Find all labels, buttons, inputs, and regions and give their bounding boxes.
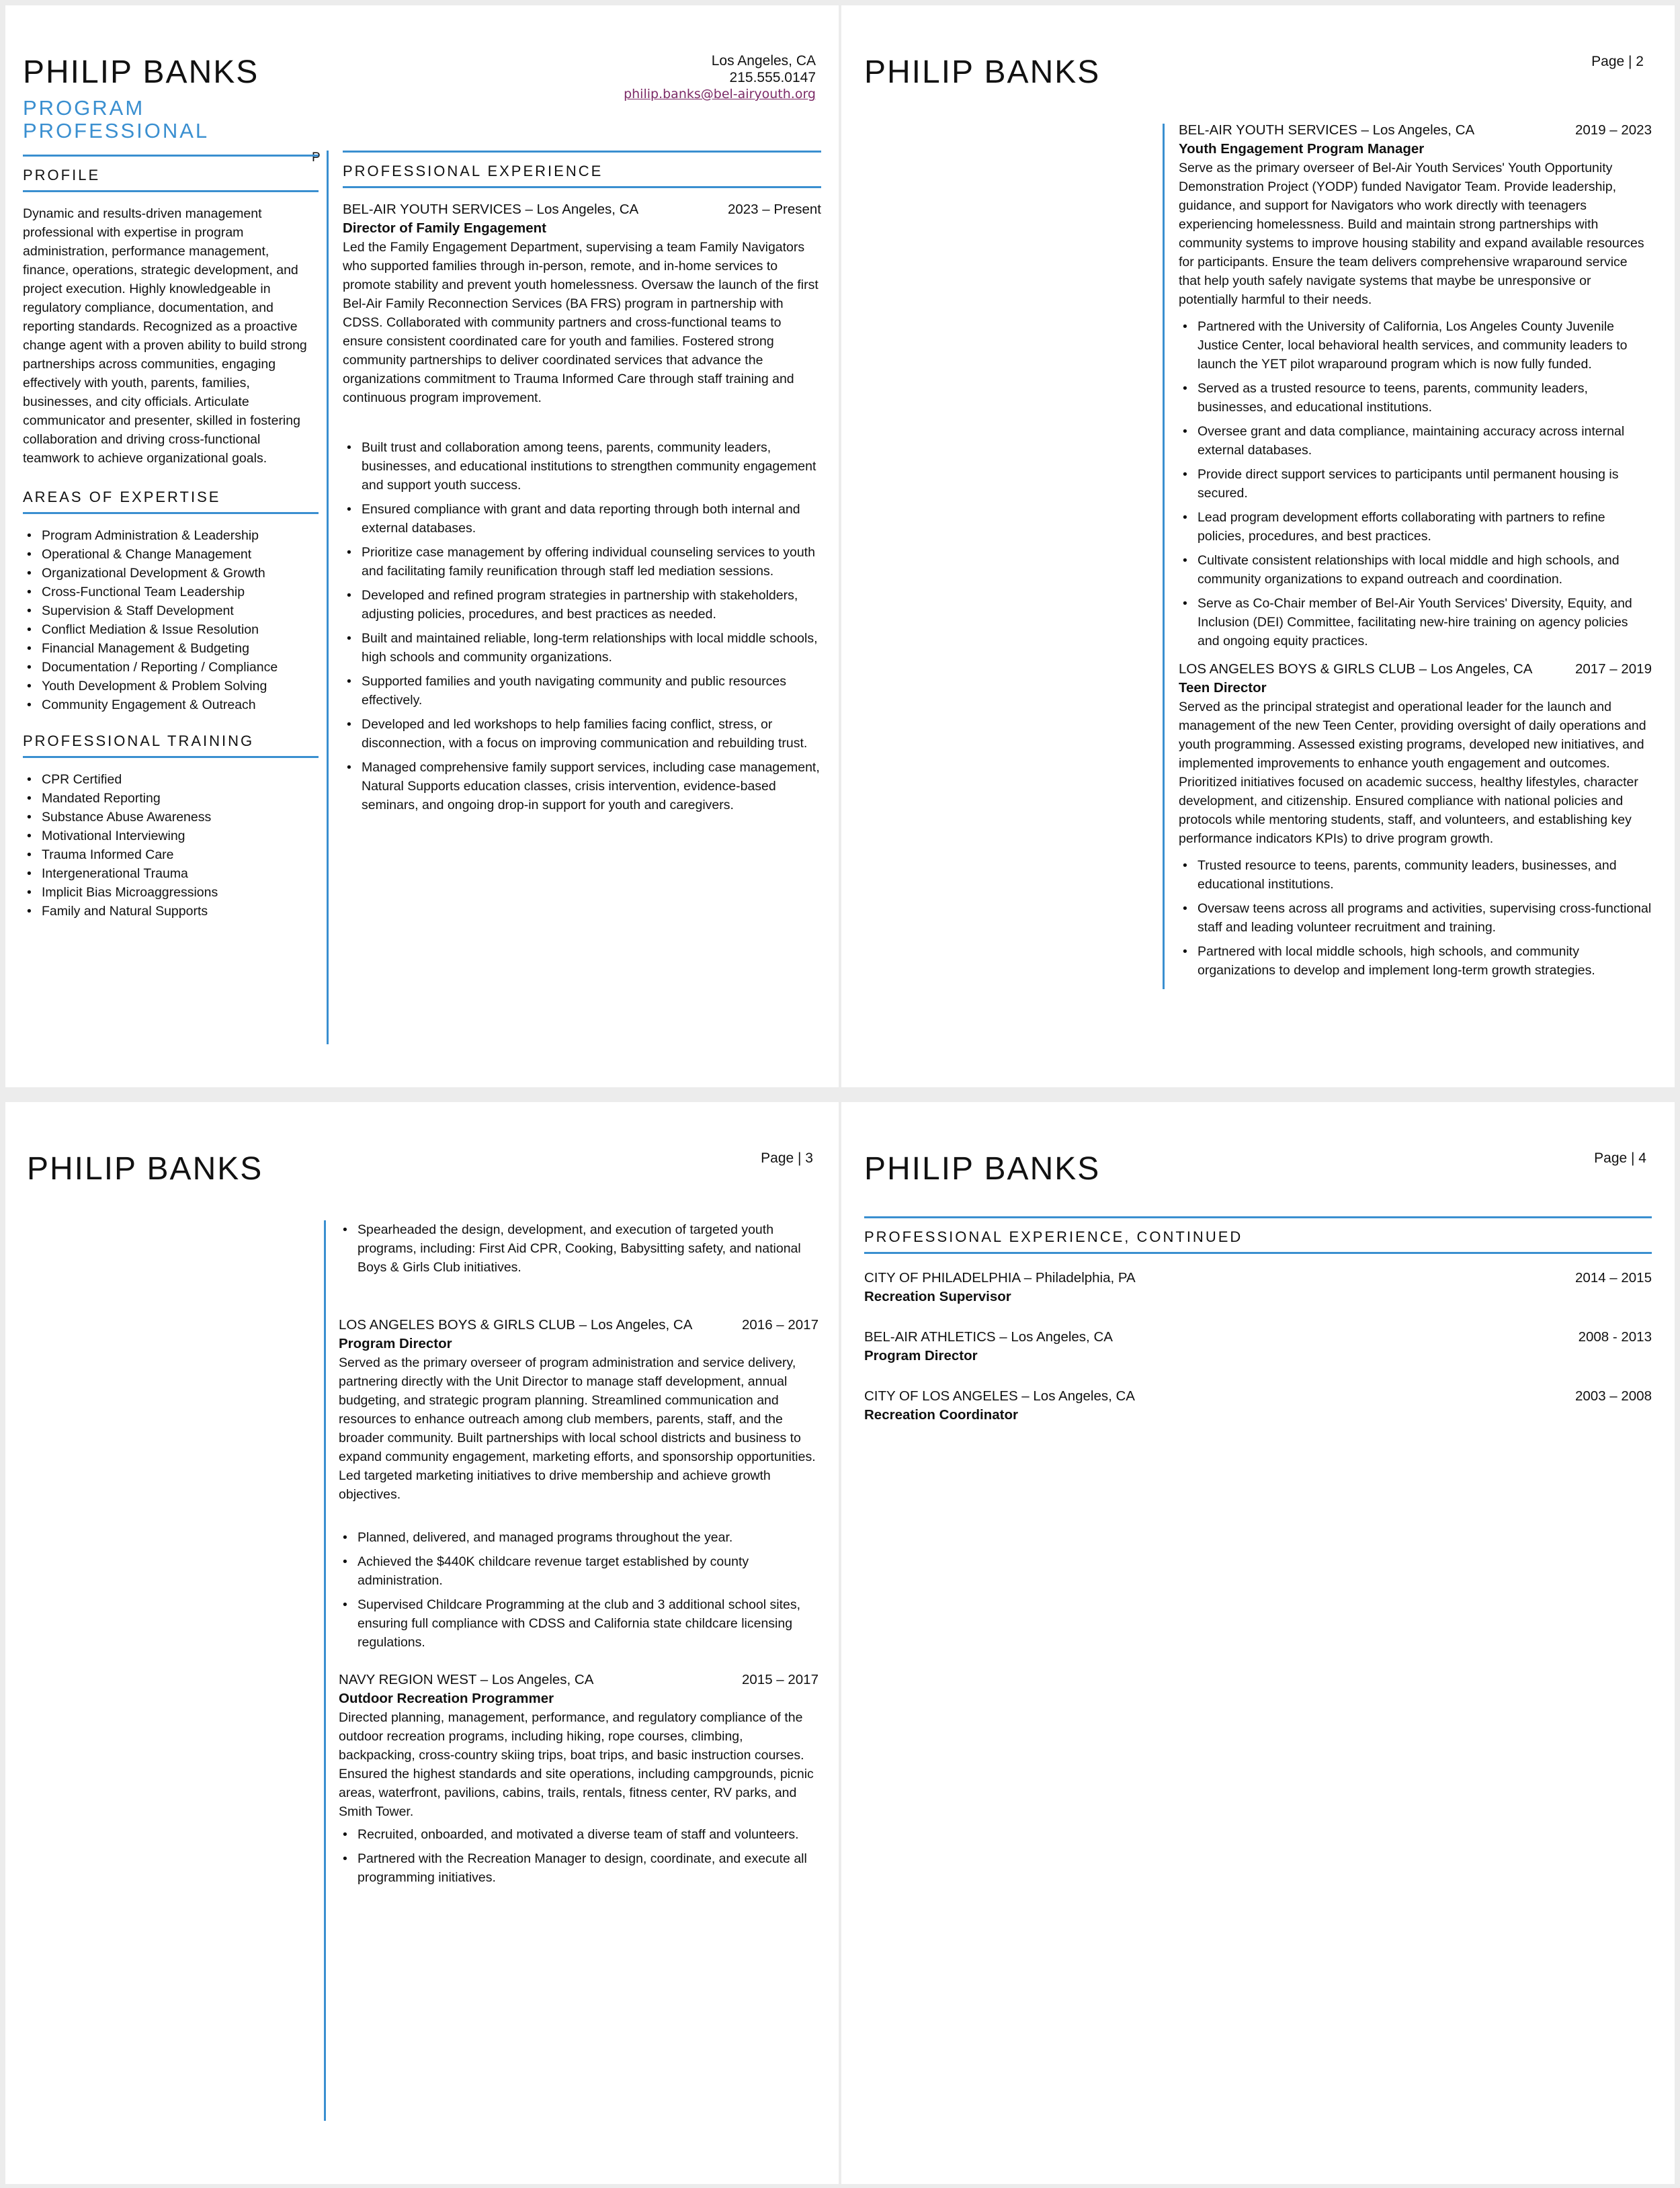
job-header <box>343 200 821 219</box>
job-header <box>1179 121 1652 140</box>
bullet-item: • Spearheaded the design, development, and execution of targeted youth programs, including: First Aid CPR, Cooking, Babysitting safety, and national Boys & Girls Club initiatives. <box>339 1220 818 1277</box>
bullet-item: • Oversaw teens across all programs and activities, supervising cross-functional staff and leading volunteer recruitment and training. <box>1179 899 1652 937</box>
contact-phone: 215.555.0147 <box>729 70 816 85</box>
training-item: • Trauma Informed Care <box>23 845 319 864</box>
job-org: BEL-AIR YOUTH SERVICES – Los Angeles, CA <box>1179 122 1475 138</box>
job-title: Program Director <box>864 1348 978 1363</box>
bullet-item: • Partnered with the Recreation Manager to design, coordinate, and execute all programming initiatives. <box>339 1849 818 1887</box>
training-item: • Intergenerational Trauma <box>23 864 319 883</box>
page-number: Page | 4 <box>1594 1150 1646 1166</box>
job-bullets <box>1179 317 1652 650</box>
job-org: NAVY REGION WEST – Los Angeles, CA <box>339 1672 594 1687</box>
training-item: • Motivational Interviewing <box>23 827 319 845</box>
bullet-item: • Developed and led workshops to help families facing conflict, stress, or disconnection, with a focus on improving communication and rebuilding trust. <box>343 715 821 753</box>
bullet-item: • Developed and refined program strategies in partnership with stakeholders, adjusting policies, procedures, and best practices as needed. <box>343 586 821 624</box>
job-org: BEL-AIR ATHLETICS – Los Angeles, CA <box>864 1329 1113 1345</box>
bullet-item: • Partnered with the University of California, Los Angeles County Juvenile Justice Center, local behavioral health services, and community leaders to launch the YET pilot wraparound program which is now fully funded. <box>1179 317 1652 374</box>
contact-city: Los Angeles, CA <box>711 53 816 69</box>
job-bullets <box>339 1220 818 1277</box>
experience-column <box>1179 121 1652 985</box>
subtitle <box>23 97 209 142</box>
column-divider <box>324 1220 326 2121</box>
expertise-item: • Program Administration & Leadership <box>23 526 319 545</box>
job-org: LOS ANGELES BOYS & GIRLS CLUB – Los Angeles, CA <box>1179 661 1533 677</box>
bullet-item: • Cultivate consistent relationships with local middle and high schools, and community organizations to expand outreach and coordination. <box>1179 551 1652 589</box>
training-item: • CPR Certified <box>23 770 319 789</box>
job-description: Served as the primary overseer of program administration and service delivery, partnering directly with the Unit Director to manage staff development, annual budgeting, and strategic program planning. Streamlined communication and resources to enhance outreach among club members, parents, staff, and the broader community. Built partnerships with local school districts and business to expand community engagement, marketing efforts, and sponsorship opportunities. Led targeted marketing initiatives to drive membership and achieve growth objectives. <box>339 1355 816 1502</box>
bullet-item: • Prioritize case management by offering individual counseling services to youth and facilitating family reunification through staff led mediation sessions. <box>343 543 821 581</box>
training-heading: PROFESSIONAL TRAINING <box>23 732 319 758</box>
training-item: • Implicit Bias Microaggressions <box>23 883 319 902</box>
expertise-item: • Supervision & Staff Development <box>23 601 319 620</box>
job-description: Served as the principal strategist and operational leader for the launch and management of the new Teen Center, providing oversight of daily operations and youth programming. Assessed existing programs, developed new initiatives, and implemented improvements to enhance youth engagement and outcomes. Prioritized initiatives focused on academic success, healthy lifestyles, character development, and citizenship. Ensured compliance with national policies and protocols while mentoring students, staff, and volunteers, and establishing key performance indicators KPIs) to drive program growth. <box>1179 700 1646 846</box>
training-item: • Family and Natural Supports <box>23 902 319 921</box>
profile-heading: PROFILE <box>23 155 319 192</box>
job-org: CITY OF LOS ANGELES – Los Angeles, CA <box>864 1388 1135 1404</box>
profile-text: Dynamic and results-driven management professional with expertise in program administration, performance management, finance, operations, strategic development, and project execution. Highly knowledgeable in regulatory compliance, documentation, and reporting standards. Recognized as a proactive change agent with a proven ability to build strong partnerships across communities, engaging effectively with youth, parents, families, businesses, and city officials. Articulate communicator and presenter, skilled in fostering collaboration and driving cross-functional teamwork to achieve organizational goals. <box>23 206 307 466</box>
job-header <box>339 1316 818 1335</box>
job-header <box>1179 660 1652 679</box>
job-dates: 2017 – 2019 <box>1574 661 1652 677</box>
training-list <box>23 770 319 921</box>
column-divider <box>327 151 329 1044</box>
job-dates: 2003 – 2008 <box>1574 1388 1652 1404</box>
job-dates: 2008 - 2013 <box>1578 1329 1652 1345</box>
expertise-heading: AREAS OF EXPERTISE <box>23 488 319 514</box>
resume-page-2 <box>841 5 1675 1087</box>
job-dates: 2019 – 2023 <box>1574 122 1652 138</box>
expertise-item: • Conflict Mediation & Issue Resolution <box>23 620 319 639</box>
job-title: Program Director <box>339 1336 452 1351</box>
expertise-item: • Cross-Functional Team Leadership <box>23 583 319 601</box>
job-dates: 2023 – Present <box>727 202 821 217</box>
job-dates: 2014 – 2015 <box>1574 1270 1652 1286</box>
expertise-item: • Organizational Development & Growth <box>23 564 319 583</box>
experience-column <box>864 1216 1652 1425</box>
job-bullets <box>343 438 821 814</box>
bullet-item: • Built trust and collaboration among teens, parents, community leaders, businesses, and educational institutions to strengthen community engagement and support youth success. <box>343 438 821 495</box>
experience-column <box>343 151 821 820</box>
job-title: Recreation Supervisor <box>864 1289 1011 1304</box>
page-number: Page | 2 <box>1591 54 1644 69</box>
name-heading: PHILIP BANKS <box>27 1151 263 1187</box>
page-number: Page | 3 <box>761 1150 813 1166</box>
job-title: Director of Family Engagement <box>343 220 547 236</box>
left-column <box>23 155 319 938</box>
bullet-item: • Recruited, onboarded, and motivated a diverse team of staff and volunteers. <box>339 1825 818 1844</box>
job-title: Recreation Coordinator <box>864 1407 1018 1423</box>
bullet-item: • Ensured compliance with grant and data reporting through both internal and external databases. <box>343 500 821 538</box>
experience-continued-heading: PROFESSIONAL EXPERIENCE, CONTINUED <box>864 1216 1652 1254</box>
expertise-item: • Documentation / Reporting / Compliance <box>23 658 319 677</box>
job-bullets <box>339 1528 818 1652</box>
name-heading: PHILIP BANKS <box>23 54 259 90</box>
bullet-item: • Serve as Co-Chair member of Bel-Air Youth Services' Diversity, Equity, and Inclusion (DEI) Committee, facilitating new-hire training on agency policies and ongoing equity practices. <box>1179 594 1652 650</box>
job-header <box>339 1671 818 1689</box>
bullet-item: • Supported families and youth navigating community and public resources effectively. <box>343 672 821 710</box>
subtitle-line-2: PROFESSIONAL <box>23 119 210 142</box>
job-org: LOS ANGELES BOYS & GIRLS CLUB – Los Angeles, CA <box>339 1317 693 1333</box>
contact-block <box>624 52 816 103</box>
name-heading: PHILIP BANKS <box>864 54 1101 90</box>
expertise-item: • Youth Development & Problem Solving <box>23 677 319 696</box>
expertise-item: • Financial Management & Budgeting <box>23 639 319 658</box>
expertise-item: • Operational & Change Management <box>23 545 319 564</box>
job-dates: 2015 – 2017 <box>741 1672 818 1687</box>
bullet-item: • Served as a trusted resource to teens, parents, community leaders, businesses, and educational institutions. <box>1179 379 1652 417</box>
bullet-item: • Planned, delivered, and managed programs throughout the year. <box>339 1528 818 1547</box>
job-description: Led the Family Engagement Department, supervising a team Family Navigators who supported families through in-person, remote, and in-home services to promote stability and prevent youth homelessness. Oversaw the launch of the first Bel-Air Family Reconnection Services (BA FRS) program in partnership with CDSS. Collaborated with community partners and cross-functional teams to ensure consistent coordinated care for youth and families. Fostered strong community partnerships to deliver coordinated services that advance the organizations commitment to Trauma Informed Care through staff training and continuous program improvement. <box>343 240 818 405</box>
name-heading: PHILIP BANKS <box>864 1151 1101 1187</box>
job-title: Outdoor Recreation Programmer <box>339 1691 554 1706</box>
bullet-item: • Built and maintained reliable, long-term relationships with local middle schools, high schools and community organizations. <box>343 629 821 667</box>
job-org: CITY OF PHILADELPHIA – Philadelphia, PA <box>864 1270 1136 1286</box>
bullet-item: • Supervised Childcare Programming at the club and 3 additional school sites, ensuring full compliance with CDSS and California state childcare licensing regulations. <box>339 1595 818 1652</box>
column-divider <box>1163 124 1165 989</box>
job-bullets <box>1179 856 1652 980</box>
experience-heading: PROFESSIONAL EXPERIENCE <box>343 151 821 188</box>
job-description: Serve as the primary overseer of Bel-Air Youth Services' Youth Opportunity Demonstration Project (YODP) funded Navigator Team. Provide leadership, guidance, and support for Navigators who work directly with teenagers experiencing homelessness. Build and maintain strong partnerships with community systems to improve housing stability and expand available resources for participants. Ensure the team delivers comprehensive wraparound service that help youth safely navigate systems that maybe be unresponsive or potentially harmful to their needs. <box>1179 161 1644 307</box>
job-title: Teen Director <box>1179 680 1267 696</box>
job-description: Directed planning, management, performance, and regulatory compliance of the outdoor recreation programs, including hiking, rope courses, climbing, backpacking, cross-country skiing trips, boat trips, and basic instruction courses. Ensured the highest standards and site operations, including campgrounds, picnic areas, waterfront, pavilions, cabins, trails, rentals, fitness center, RV parks, and Smith Tower. <box>339 1710 814 1819</box>
stray-mark: P <box>312 151 321 165</box>
bullet-item: • Achieved the $440K childcare revenue target established by county administration. <box>339 1552 818 1590</box>
job-header <box>864 1328 1652 1347</box>
resume-page-1 <box>5 5 839 1087</box>
resume-page-4 <box>841 1102 1675 2184</box>
training-item: • Substance Abuse Awareness <box>23 808 319 827</box>
job-bullets <box>339 1825 818 1887</box>
bullet-item: • Lead program development efforts collaborating with partners to refine policies, procedures, and best practices. <box>1179 508 1652 546</box>
job-header <box>864 1387 1652 1406</box>
job-org: BEL-AIR YOUTH SERVICES – Los Angeles, CA <box>343 202 639 217</box>
job-dates: 2016 – 2017 <box>741 1317 818 1333</box>
bullet-item: • Managed comprehensive family support services, including case management, Natural Supports education classes, crisis intervention, evidence-based seminars, and ongoing drop-in support for youth and caregivers. <box>343 758 821 814</box>
bullet-item: • Provide direct support services to participants until permanent housing is secured. <box>1179 465 1652 503</box>
job-title: Youth Engagement Program Manager <box>1179 141 1425 157</box>
bullet-item: • Oversee grant and data compliance, maintaining accuracy across internal external databases. <box>1179 422 1652 460</box>
expertise-list <box>23 526 319 714</box>
bullet-item: • Partnered with local middle schools, high schools, and community organizations to develop and implement long-term growth strategies. <box>1179 942 1652 980</box>
bullet-item: • Trusted resource to teens, parents, community leaders, businesses, and educational institutions. <box>1179 856 1652 894</box>
experience-column <box>339 1220 818 1892</box>
resume-page-3 <box>5 1102 839 2184</box>
contact-email-link[interactable]: philip.banks@bel-airyouth.org <box>624 87 816 101</box>
expertise-item: • Community Engagement & Outreach <box>23 696 319 714</box>
training-item: • Mandated Reporting <box>23 789 319 808</box>
subtitle-line-1: PROGRAM <box>23 96 145 120</box>
job-header <box>864 1269 1652 1288</box>
